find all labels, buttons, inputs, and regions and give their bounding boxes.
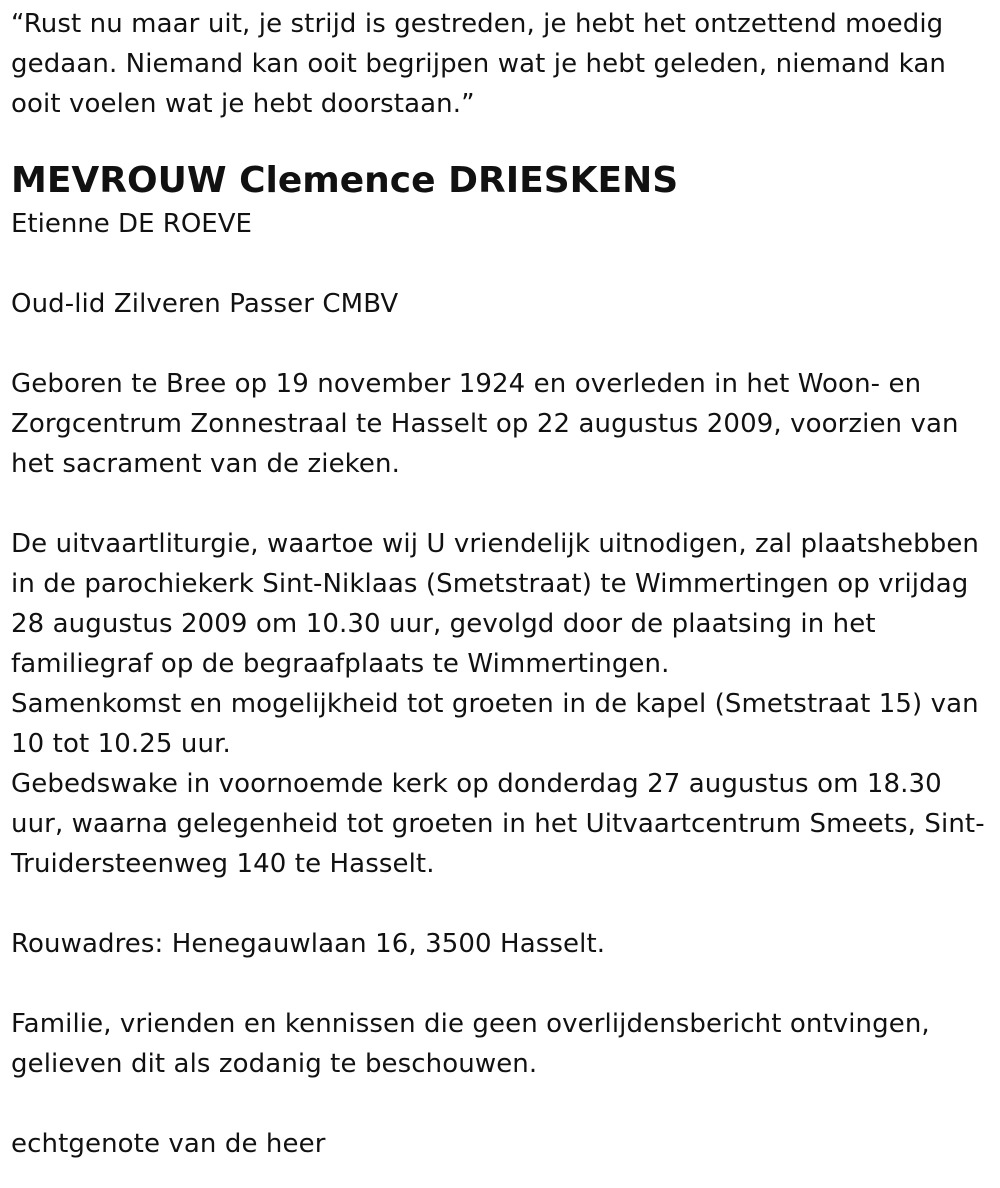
membership-text: Oud-lid Zilveren Passer CMBV xyxy=(11,289,399,319)
birth-death-text: Geboren te Bree op 19 november 1924 en overleden in het Woon- en Zorgcentrum Zonnestraal te Hasselt op 22 augustus 2009, voorzien van het sacrament van de zieken. xyxy=(11,369,959,479)
funeral-details: De uitvaartliturgie, waartoe wij U vriendelijk uitnodigen, zal plaatshebben in de parochiekerk Sint-Niklaas (Smetstraat) te Wimmertingen op vrijdag 28 augustus 2009 om 10.30 uur, gevolgd door de plaatsing in het familiegraf op de begraafplaats te Wimmertingen. xyxy=(11,529,980,679)
mourning-address: Rouwadres: Henegauwlaan 16, 3500 Hasselt. xyxy=(11,929,606,959)
relation-text: echtgenote van de heer xyxy=(11,1129,326,1159)
deceased-name-title: MEVROUW Clemence DRIESKENS xyxy=(11,160,679,201)
spouse-name: Etienne DE ROEVE xyxy=(11,209,252,239)
memorial-quote: “Rust nu maar uit, je strijd is gestreden, je hebt het ontzettend moedig gedaan. Niemand kan ooit begrijpen wat je hebt geleden, niemand kan ooit voelen wat je hebt doorstaan.” xyxy=(11,9,946,119)
notice-text: Familie, vrienden en kennissen die geen overlijdensbericht ontvingen, gelieven dit als zodanig te beschouwen. xyxy=(11,1009,930,1079)
vigil-details: Gebedswake in voornoemde kerk op donderdag 27 augustus om 18.30 uur, waarna gelegenheid tot groeten in het Uitvaartcentrum Smeets, Sint-Truidersteenweg 140 te Hasselt. xyxy=(11,769,985,879)
gathering-details: Samenkomst en mogelijkheid tot groeten in de kapel (Smetstraat 15) van 10 tot 10.25 uur. xyxy=(11,689,979,759)
